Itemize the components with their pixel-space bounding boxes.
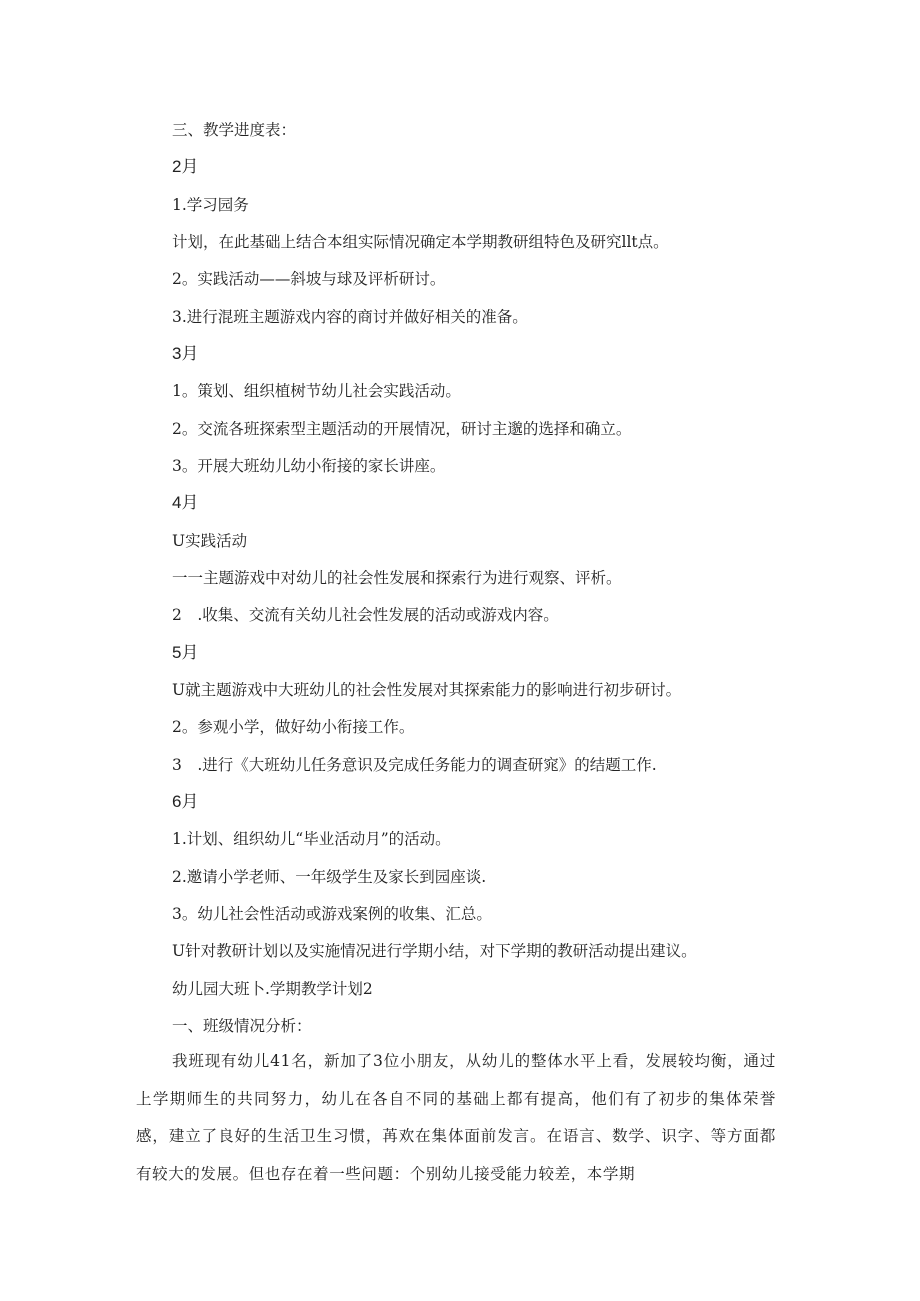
list-item: 3。开展大班幼儿幼小衔接的家长讲座。: [172, 457, 446, 475]
list-item: 1.学习园务: [172, 196, 249, 214]
list-item: U针对教研计划以及实施情况进行学期小结，对下学期的教研活动提出建议。: [172, 942, 697, 960]
list-item: 3 .进行《大班幼儿任务意识及完成任务能力的调查研窕》的结题工作.: [172, 756, 657, 774]
list-item: 3。幼儿社会性活动或游戏案例的收集、汇总。: [172, 905, 492, 923]
list-item: 2。参观小学，做好幼小衔接工作。: [172, 718, 415, 736]
list-item: 计划，在此基础上结合本组实际情况确定本学期教研组特色及研究llt点。: [172, 233, 669, 251]
list-item: 2.邀请小学老师、一年级学生及家长到园座谈.: [172, 868, 487, 886]
month-heading: 4月: [172, 493, 199, 512]
list-item: U就主题游戏中大班幼儿的社会性发展对其探索能力的影响进行初步研讨。: [172, 681, 682, 699]
section-heading: 一、班级情况分析：: [172, 1017, 312, 1035]
list-item: 3.进行混班主题游戏内容的商讨并做好相关的准备。: [172, 308, 528, 326]
month-heading: 3月: [172, 344, 199, 363]
list-item: 1。策划、组织植树节幼儿社会实践活动。: [172, 382, 461, 400]
list-item: U实践活动: [172, 532, 248, 550]
month-heading: 5月: [172, 643, 199, 662]
list-item: 2。实践活动——斜坡与球及评析研讨。: [172, 270, 446, 288]
list-item: 一一主题游戏中对幼儿的社会性发展和探索行为进行观察、评析。: [172, 569, 622, 587]
document-title: 幼儿园大班卜.学期教学计划2: [172, 980, 373, 998]
list-item: 2 .收集、交流有关幼儿社会性发展的活动或游戏内容。: [172, 606, 559, 624]
section-heading: 三、教学进度表：: [172, 121, 297, 139]
month-heading: 2月: [172, 157, 199, 176]
list-item: 2。交流各班探索型主题活动的开展情况，研讨主邈的选择和确立。: [172, 420, 632, 438]
body-paragraph: 我班现有幼儿41名，新加了3位小朋友，从幼儿的整体水平上看，发展较均衡，通过上学期师生的共同努力，幼儿在各自不同的基础上都有提高，他们有了初步的集体荣誉感，建立了良好的生活卫生习惯，苒欢在集体面前发言。在语言、数学、识字、等方面都有较大的发展。但也存在着一些问题：个别幼儿接受能力较差，本学期: [136, 1052, 776, 1183]
list-item: 1.计划、组织幼儿“毕业活动月”的活动。: [172, 830, 451, 848]
month-heading: 6月: [172, 792, 199, 811]
